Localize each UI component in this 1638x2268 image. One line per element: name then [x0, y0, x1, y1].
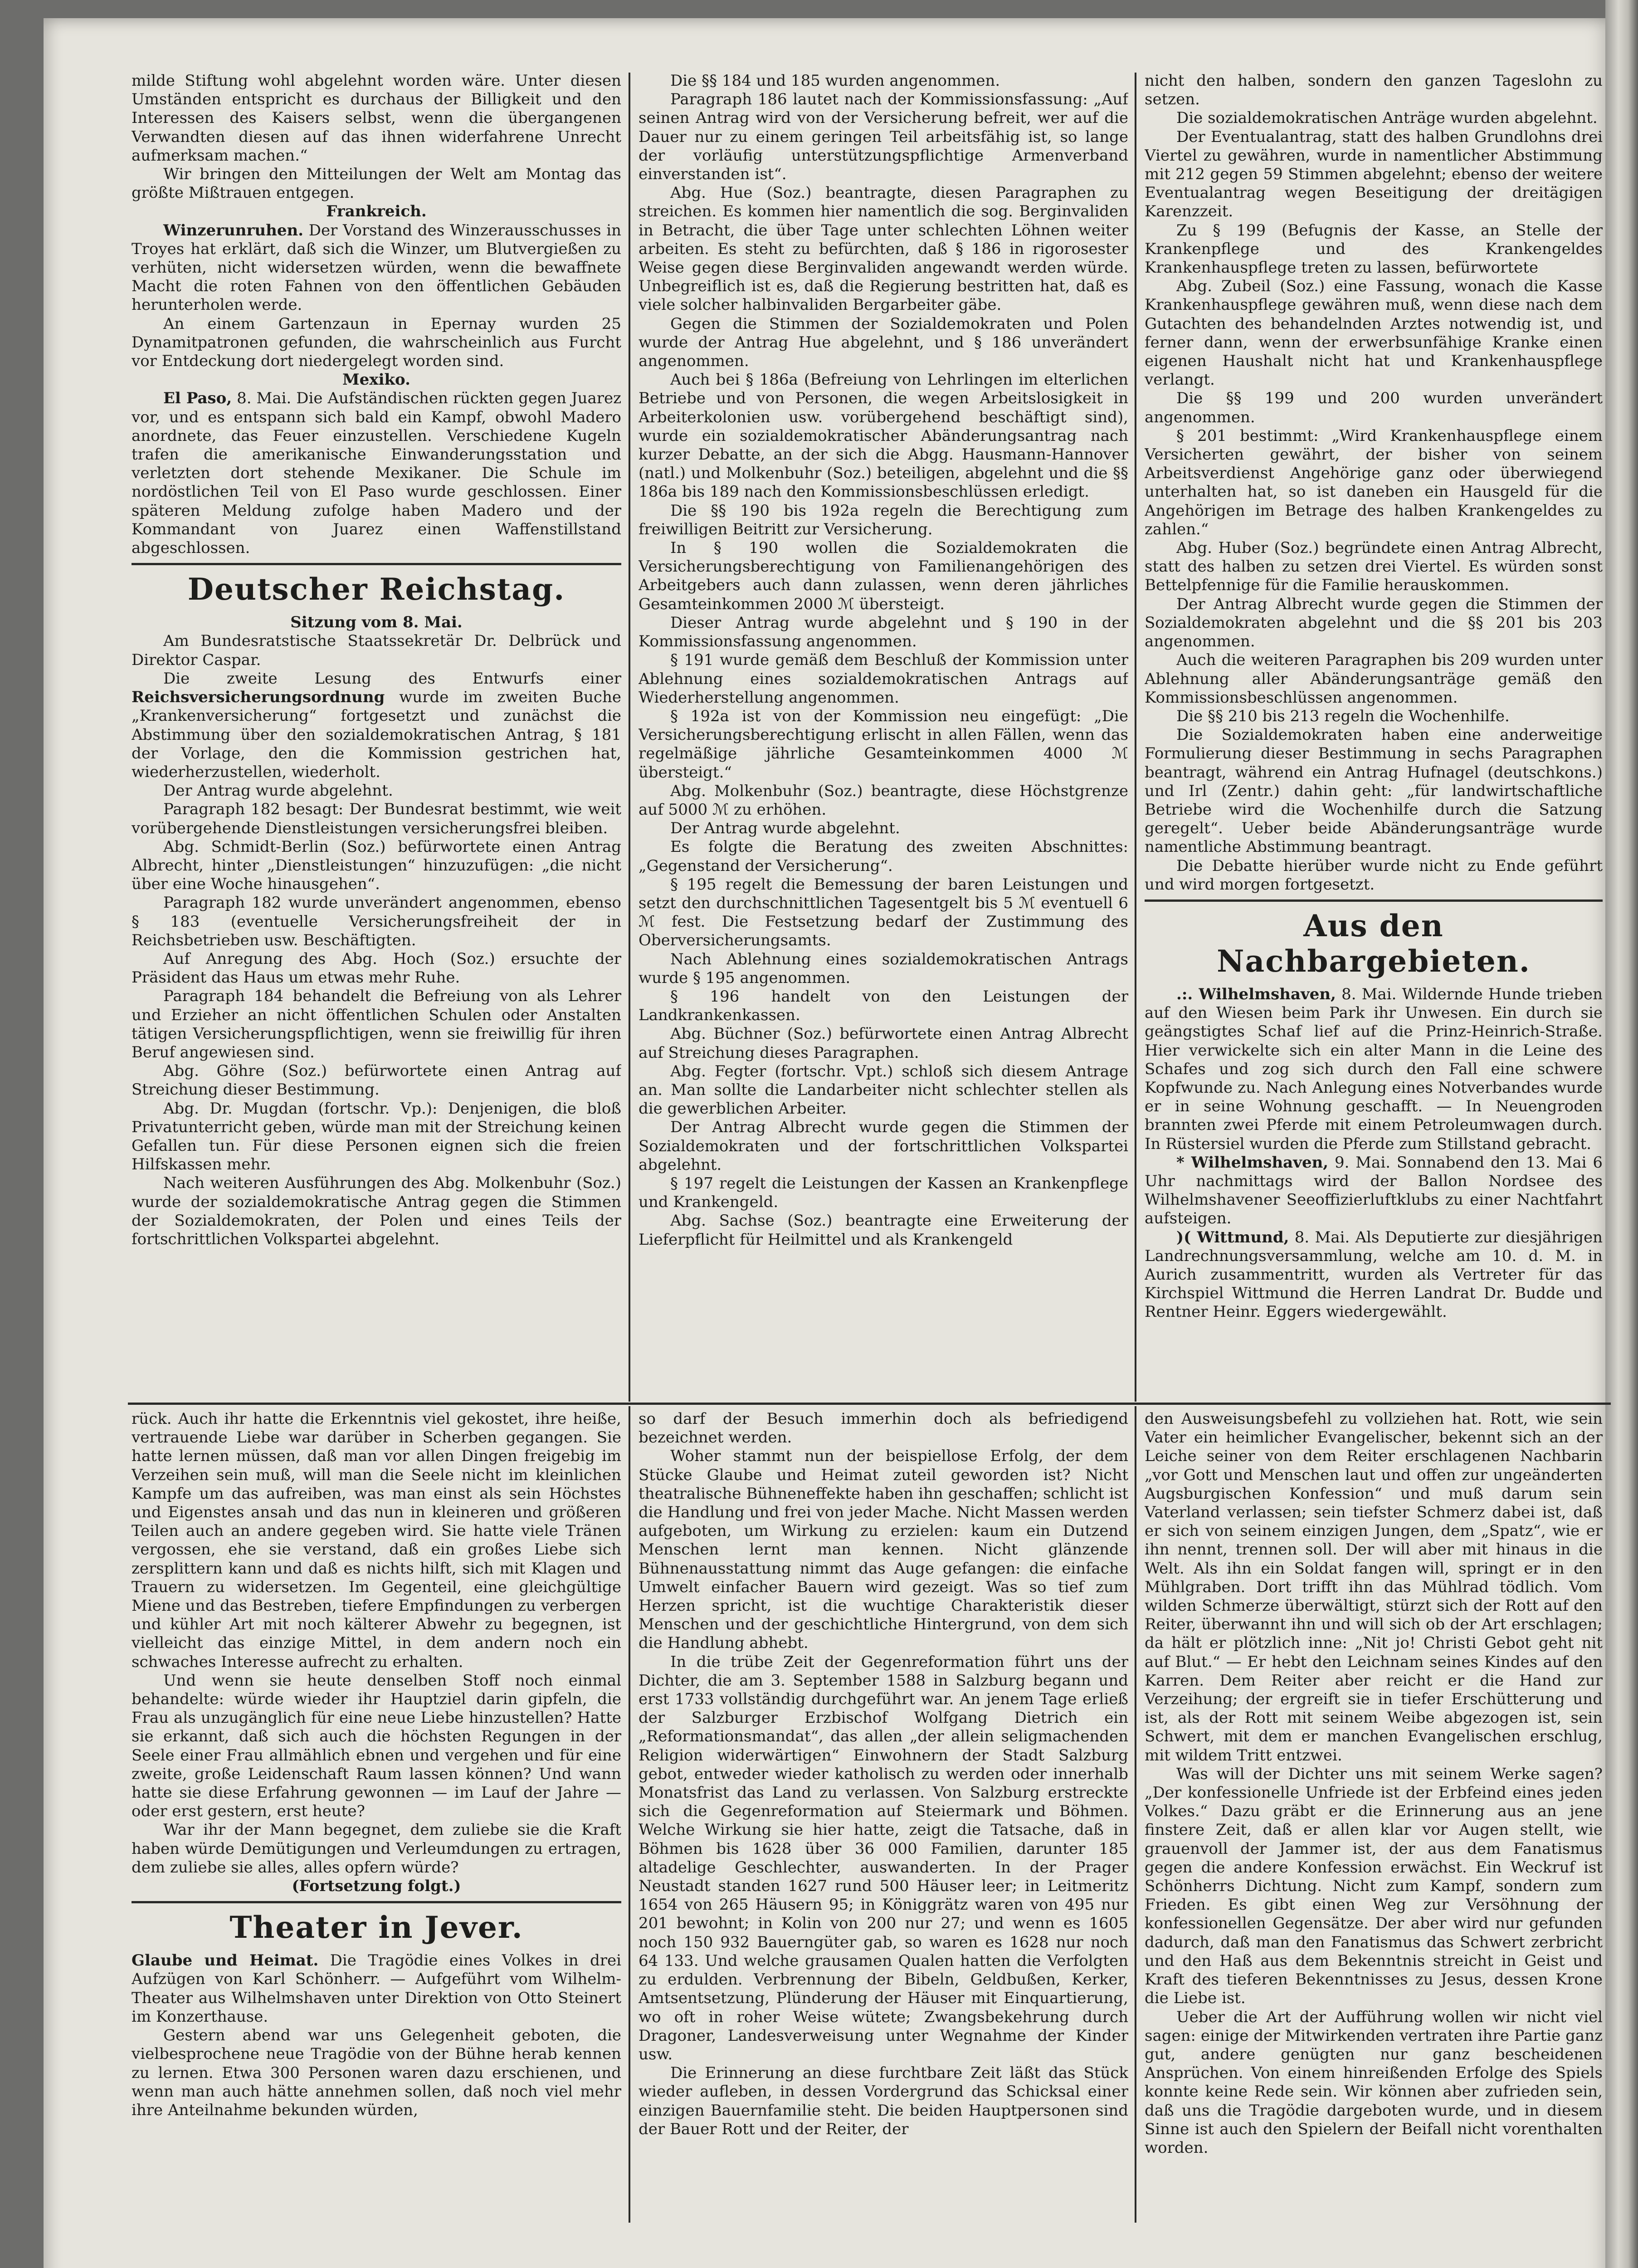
section-heading-mexiko: Mexiko. — [342, 371, 410, 389]
feuilleton-text: Und wenn sie heute denselben Stoff noch einmal behandelte: würde wieder ihr Hauptziel darin gipfeln, die Frau als unzugänglich für eine neue Liebe hinzustellen? Hatte sie erkannt, daß sich auch die höchsten Regungen in der Seele einer Frau allmählich ebnen und vergehen und für eine zweite, große Leidenschaft Raum lassen können? Und wann hatte sie diese Erfahrung gewonnen — im Lauf der Jahre — oder erst gestern, erst heute? — [132, 1671, 621, 1821]
article-text: Abg. Hue (Soz.) beantragte, diesen Paragraphen zu streichen. Es kommen hier namentlich die sog. Berginvaliden in Betracht, die über Tage unter schlechten Löhnen weiter arbeiten. Es steht zu befürchten, daß § 186 in rigorosester Weise gegen diese Berginvaliden angewandt werden würde. Unbegreiflich ist es, daß die Regierung bestritten hat, daß es viele solcher halbinvaliden Bergarbeiter gäbe. — [639, 184, 1128, 314]
review-text: Woher stammt nun der beispiellose Erfolg, der dem Stücke Glaube und Heimat zuteil geworden ist? Nicht theatralische Bühneneffekte haben ihn geschaffen; schlicht ist die Handlung und frei von jeder Mache. Nicht Massen werden aufgeboten, um Wirkung zu erzielen: kaum ein Dutzend Menschen lernt man kennen. Nicht glänzende Bühnenausstattung nimmt das Auge gefangen: die einfache Umwelt einfacher Bauern wird gezeigt. Was so tief zum Herzen spricht, ist die wuchtige Charakteristik dieser Menschen und der geschichtliche Hintergrund, von dem sich die Handlung abhebt. — [639, 1447, 1128, 1652]
article-text: Der Antrag wurde abgelehnt. — [163, 782, 393, 800]
article-text — [132, 670, 621, 782]
article-text: Auf Anregung des Abg. Hoch (Soz.) ersuchte der Präsident das Haus um etwas mehr Ruhe. — [132, 949, 621, 987]
article-text: Der Antrag wurde abgelehnt. — [670, 819, 900, 838]
review-text: den Ausweisungsbefehl zu vollziehen hat. Rott, wie sein Vater ein heimlicher Evangelischer, bekennt sich an der Leiche seiner von dem Reiter erschlagenen Nachbarin „vor Gott und Menschen laut und offen zur ungeänderten Augsburgischen Konfession“ und muß darum sein Vaterland verlassen; sein tiefster Schmerz dabei ist, daß er sich von seinem einzigen Jungen, dem „Spatz“, wie er ihn nennt, trennen soll. Der will aber mit hinaus in die Welt. Als ihn ein Soldat fangen will, springt er in den Mühlgraben. Dort trifft ihn das Mühlrad tödlich. Vom wilden Schmerze überwältigt, stürzt sich der Rott auf den Reiter, überwannt ihn und will sich ob der Art erschlagen; da hält er plötzlich inne: „Nit jo! Christi Gebot geht nit auf Blut.“ — Er hebt den Leichnam seines Kindes auf den Karren. Dem Reiter aber reicht er die Hand zur Verzeihung; der ergreift sie in tiefer Erschütterung und ist, als der Rott mit seinem Weibe abgezogen ist, sein Schwert, mit dem er manchen Evangelischen erschlug, mit wildem Tritt entzwei. — [1145, 1410, 1603, 1765]
text-span: Die zweite Lesung des Entwurfs einer — [163, 669, 621, 688]
bottom-column-1 — [132, 1410, 621, 2222]
column-rule-top-right — [1135, 73, 1136, 1402]
article-text: Die §§ 210 bis 213 regeln die Wochenhilfe. — [1176, 707, 1510, 725]
article-text: Paragraph 182 besagt: Der Bundesrat bestimmt, wie weit vorübergehende Dienstleistungen versicherungsfrei bleiben. — [132, 800, 621, 837]
article-text: Nach Ablehnung eines sozialdemokratischen Antrags wurde § 195 angenommen. — [639, 950, 1128, 987]
column-rule-top-left — [629, 73, 630, 1402]
review-text: Was will der Dichter uns mit seinem Werke sagen? „Der konfessionelle Unfriede ist der Erbfeind eines jeden Volkes.“ Dazu gräbt er die Erinnerung aus an jene finstere Zeit, daß er allen klar vor Augen stellt, wie grauenvoll der Jammer ist, der aus dem Fanatismus gegen die andere Konfession erwächst. Ein Weckruf ist Schönherrs Dichtung. Nicht zum Kampf, sondern zum Frieden. Es gibt einen Weg zur Versöhnung der konfessionellen Gegensätze. Der aber wird nur gefunden dadurch, daß man den Fanatismus das Schwert zerbricht und den Haß aus dem Bekenntnis streicht in Geist und Kraft des tieferen Bekenntnisses zu Jesus, dessen Krone die Liebe ist. — [1145, 1765, 1603, 2008]
article-text: In § 190 wollen die Sozialdemokraten die Versicherungsberechtigung von Familienangehörigen des Arbeitgebers auch dann zulassen, wenn deren jährliches Gesamteinkommen 2000 ℳ übersteigt. — [639, 539, 1128, 613]
feuilleton-text: rück. Auch ihr hatte die Erkenntnis viel gekostet, ihre heiße, vertrauende Liebe war darüber in Scherben gegangen. Sie hatte lernen müssen, daß man vor allen Dingen freigebig im Verzeihen sein muß, will man die Seele nicht im kleinlichen Kampfe um das aufreiben, was man einst als sein Höchstes und Eigenstes ansah und das nun in kleineren und größeren Teilen auch an andere gegeben wird. Sie hatte viele Tränen vergossen, ehe sie verstand, daß ein großes Liebe sich zersplittern kann und daß es nichts hilft, sich mit Klagen und Trauern zu widersetzen. Im Gegenteil, eine gleichgültige Miene und das Bestreben, tiefere Empfindungen zu verbergen und kühler Art mit noch kälterer Abwehr zu begegnen, ist vielleicht das einzige Mittel, in dem andern noch ein schwaches Interesse aufrecht zu erhalten. — [132, 1410, 621, 1671]
review-text: so darf der Besuch immerhin doch als befriedigend bezeichnet werden. — [639, 1410, 1128, 1447]
review-intro — [132, 1951, 621, 2026]
article-text: Paragraph 182 wurde unverändert angenommen, ebenso § 183 (eventuelle Versicherungsfreiheit der in Reichsbetrieben usw. Beschäftigten. — [132, 894, 621, 949]
article-text: Der Antrag Albrecht wurde gegen die Stimmen der Sozialdemokraten abgelehnt und die §§ 201 bis 203 angenommen. — [1145, 595, 1603, 651]
article-text: Paragraph 184 behandelt die Befreiung von als Lehrer und Erzieher an nicht öffentlichen Schulen oder Anstalten tätigen Versicherungspflichtigen, wenn sie freiwillig für ihren Beruf angewiesen sind. — [132, 987, 621, 1061]
article-text: Dieser Antrag wurde abgelehnt und § 190 in der Kommissionsfassung angenommen. — [639, 613, 1128, 651]
news-text: 8. Mai. Wildernde Hunde trieben auf den Wiesen beim Park ihr Unwesen. Ein durch sie geängstigtes Schaf lief auf die Prinz-Heinrich-Straße. Hier verwickelte sich ein alter Mann in die Leine des Schafes und zog sich durch den Fall eine schwere Kopfwunde zu. Nach Anlegung eines Notverbandes wurde er in seine Wohnung geschafft. — In Neuengroden brannten zwei Pferde mit einem Petroleumwagen durch. In Rüstersiel wurden die Pferde zum Stillstand gebracht. — [1145, 985, 1603, 1153]
feuilleton-text: War ihr der Mann begegnet, dem zuliebe sie die Kraft haben würde Demütigungen und Verleumdungen zu ertragen, dem zuliebe sie alles, alles opfern würde? — [132, 1821, 621, 1877]
news-text: 8. Mai. Die Aufständischen rückten gegen Juarez vor, und es entspann sich bald ein Kampf, obwohl Madero anordnete, das Feuer einzustellen. Verschiedene Kugeln trafen die amerikanische Einwanderungsstation und verletzten dort stehende Mexikaner. Die Schule im nordöstlichen Teil von El Paso wurde geschlossen. Einer späteren Meldung zufolge haben Madero und der Kommandant von Juarez einen Waffenstillstand abgeschlossen. — [132, 389, 621, 557]
dateline: .:. Wilhelmshaven, — [1176, 985, 1336, 1003]
news-item — [1145, 1228, 1603, 1322]
article-text: Abg. Schmidt-Berlin (Soz.) befürwortete einen Antrag Albrecht, hinter „Dienstleistungen“ hinzuzufügen: „die nicht über eine Woche hinausgehen“. — [132, 837, 621, 894]
article-text: Die Debatte hierüber wurde nicht zu Ende geführt und wird morgen fortgesetzt. — [1145, 856, 1603, 894]
review-text: Ueber die Art der Aufführung wollen wir nicht viel sagen: einige der Mitwirkenden vertraten ihre Partie ganz gut, andere genügten nur ganz bescheidenen Ansprüchen. Von einem hinreißenden Erfolge des Spiels konnte keine Rede sein. Wir können aber zufrieden sein, daß uns die Tragödie dargeboten wurde, und in diesem Sinne ist auch den Spielern der Beifall nicht vorenthalten worden. — [1145, 2008, 1603, 2157]
article-text: Die Sozialdemokraten haben eine anderweitige Formulierung dieser Bestimmung in sechs Paragraphen beantragt, während ein Antrag Hufnagel (deutschkons.) und Irl (Zentr.) dahin geht: „für landwirtschaftliche Betriebe wird die Wochenhilfe durch die Satzung geregelt“. Ueber beide Abänderungsanträge wurde namentliche Abstimmung beantragt. — [1145, 726, 1603, 856]
reichstag-title: Deutscher Reichstag. — [187, 572, 566, 607]
dateline: )( Wittmund, — [1176, 1228, 1289, 1246]
play-title: Glaube und Heimat. — [132, 1951, 319, 1970]
article-text: Abg. Huber (Soz.) begründete einen Antrag Albrecht, statt des halben zu setzen drei Viertel. Es würden sonst Bettelpfennige für die Familie herauskommen. — [1145, 539, 1603, 595]
column-rule-bottom-right — [1135, 1406, 1136, 2223]
article-text: § 191 wurde gemäß dem Beschluß der Kommission unter Ablehnung eines sozialdemokratischen Antrags auf Wiederherstellung angenommen. — [639, 651, 1128, 707]
rule — [1145, 899, 1603, 902]
continuation-note: (Fortsetzung folgt.) — [292, 1877, 461, 1896]
article-text: § 196 handelt von den Leistungen der Landkrankenkassen. — [639, 987, 1128, 1025]
news-item — [132, 221, 621, 315]
article-text: Gegen die Stimmen der Sozialdemokraten und Polen wurde der Antrag Hue abgelehnt, und § 186 unverändert angenommen. — [639, 314, 1128, 371]
rule — [132, 1901, 621, 1903]
news-text: Der Vorstand des Winzerausschusses in Troyes hat erklärt, daß sich die Winzer, um Blutvergießen zu verhüten, nicht widersetzen würden, wenn die bewaffnete Macht die roten Fahnen von den öffentlichen Gebäuden herunterholen werde. — [132, 221, 621, 314]
bottom-column-3 — [1145, 1410, 1603, 2222]
article-text: nicht den halben, sondern den ganzen Tageslohn zu setzen. — [1145, 72, 1603, 109]
article-text: Die §§ 199 und 200 wurden unverändert angenommen. — [1145, 389, 1603, 426]
bottom-column-2 — [639, 1410, 1128, 2222]
column-rule-bottom-left — [629, 1406, 630, 2223]
book-spine-edge — [1605, 0, 1638, 2268]
theater-title: Theater in Jever. — [229, 1910, 523, 1945]
article-text: Abg. Dr. Mugdan (fortschr. Vp.): Denjenigen, die bloß Privatunterricht geben, würde man mit der Streichung keinen Gefallen tun. Für diese Personen eignen sich die freien Hilfskassen mehr. — [132, 1099, 621, 1174]
news-item — [132, 389, 621, 557]
dateline: El Paso, — [163, 389, 232, 408]
bold-term: Reichsversicherungsordnung — [132, 688, 385, 707]
news-text: 9. Mai. Sonnabend den 13. Mai 6 Uhr nachmittags wird der Ballon Nordsee des Wilhelmshavener Seeoffizierluftklubs zu einer Nachtfahrt aufsteigen. — [1145, 1153, 1603, 1228]
top-column-3 — [1145, 72, 1603, 1403]
article-text: § 201 bestimmt: „Wird Krankenhauspflege einem Versicherten gewährt, der bisher von seinem Arbeitsverdienst Angehörige ganz oder überwiegend unterhalten hat, so ist daneben ein Hausgeld für die Angehörigen im Betrage des halben Krankengeldes zu zahlen.“ — [1145, 426, 1603, 538]
news-text: 8. Mai. Als Deputierte zur diesjährigen Landrechnungsversammlung, welche am 10. d. M. in Aurich zusammentritt, wurden als Vertreter für das Kirchspiel Wittmund die Herren Landrat Dr. Budde und Rentner Heinr. Eggers wiedergewählt. — [1145, 1228, 1603, 1321]
article-text: Der Eventualantrag, statt des halben Grundlohns drei Viertel zu gewähren, wurde in namentlicher Abstimmung mit 212 gegen 59 Stimmen abgelehnt; ebenso der weitere Eventualantrag wegen Beseitigung der dreitägigen Karenzzeit. — [1145, 127, 1603, 221]
rule — [132, 563, 621, 565]
article-text: Die §§ 184 und 185 wurden angenommen. — [670, 72, 1000, 90]
article-text: Wir bringen den Mitteilungen der Welt am Montag das größte Mißtrauen entgegen. — [132, 165, 621, 202]
article-text: § 197 regelt die Leistungen der Kassen an Krankenpflege und Krankengeld. — [639, 1174, 1128, 1212]
article-text: § 192a ist von der Kommission neu eingefügt: „Die Versicherungsberechtigung erlischt in allen Fällen, wenn das regelmäßige jährliche Gesamteinkommen 4000 ℳ übersteigt.“ — [639, 707, 1128, 782]
article-text: Am Bundesratstische Staatssekretär Dr. Delbrück und Direktor Caspar. — [132, 632, 621, 669]
article-text: Auch die weiteren Paragraphen bis 209 wurden unter Ablehnung aller Abänderungsanträge gemäß den Kommissionsbeschlüssen angenommen. — [1145, 651, 1603, 707]
article-text: Der Antrag Albrecht wurde gegen die Stimmen der Sozialdemokraten und der fortschrittlichen Volkspartei abgelehnt. — [639, 1118, 1128, 1174]
review-text: In die trübe Zeit der Gegenreformation führt uns der Dichter, die am 3. September 1588 in Salzburg begann und erst 1733 vollständig durchgeführt war. An jenem Tage erließ der Salzburger Erzbischof Wolfgang Dietrich ein „Reformationsmandat“, das allen „der allein seligmachenden Religion widerwärtigen“ Einwohnern der Stadt Salzburg gebot, entweder wieder katholisch zu werden oder innerhalb Monatsfrist das Land zu verlassen. Von Salzburg erstreckte sich die Gegenreformation auf Steiermark und Böhmen. Welche Wirkung sie hier hatte, zeigt die Tatsache, daß in Böhmen bis 1628 über 36 000 Familien, darunter 185 altadelige Geschlechter, auswanderten. In der Prager Neustadt standen 1627 rund 500 Häuser leer; in Leitmeritz 1654 von 265 Häusern 95; in Königgrätz waren von 495 nur 201 bewohnt; in Kolin von 200 nur 27; und wenn es 1605 noch 150 932 Bauerngüter gab, so waren es 1628 nur noch 64 133. Und welche grausamen Qualen hatten die Verfolgten zu erdulden. Verbrennung der Bibeln, Geldbußen, Kerker, Amtsentsetzung, Plünderung der Häuser mit Einquartierung, wo oft in roher Weise wütete; Zwangsbekehrung durch Dragoner, Landesverweisung unter Wegnahme der Kinder usw. — [639, 1652, 1128, 2063]
session-date: Sitzung vom 8. Mai. — [290, 613, 463, 632]
article-text: Die sozialdemokratischen Anträge wurden abgelehnt. — [1176, 109, 1598, 127]
news-item — [1145, 1154, 1603, 1228]
article-text: Zu § 199 (Befugnis der Kasse, an Stelle der Krankenpflege und des Krankengeldes Krankenhauspflege treten zu lassen, befürwortete — [1145, 221, 1603, 277]
text-span: wurde im zweiten Buche „Krankenversicherung“ fortgesetzt und zunächst die Abstimmung über den sozialdemokratischen Antrag, § 181 der Vorlage, den die Kommission gestrichen hat, wiederherzustellen, wiederholt. — [132, 688, 621, 781]
top-column-1 — [132, 72, 621, 1403]
section-divider — [128, 1403, 1611, 1405]
dateline: * Wilhelmshaven, — [1176, 1153, 1329, 1172]
news-item — [1145, 985, 1603, 1154]
nachbargebiete-title: Aus den Nachbargebieten. — [1217, 908, 1531, 979]
dateline: Winzerunruhen. — [163, 221, 304, 240]
article-text: An einem Gartenzaun in Epernay wurden 25 Dynamitpatronen gefunden, die wahrscheinlich aus Furcht vor Entdeckung dort niedergelegt worden sind. — [132, 314, 621, 371]
article-text: § 195 regelt die Bemessung der baren Leistungen und setzt den durchschnittlichen Tagesentgelt bis 5 ℳ eventuell 6 ℳ fest. Die Festsetzung bedarf der Zustimmung des Oberversicherungsamts. — [639, 875, 1128, 950]
article-text: Es folgte die Beratung des zweiten Abschnittes: „Gegenstand der Versicherung“. — [639, 838, 1128, 875]
top-column-2 — [639, 72, 1128, 1403]
article-text: Die §§ 190 bis 192a regeln die Berechtigung zum freiwilligen Beitritt zur Versicherung. — [639, 501, 1128, 538]
section-heading-frankreich: Frankreich. — [326, 202, 427, 221]
review-text: Gestern abend war uns Gelegenheit geboten, die vielbesprochene neue Tragödie von der Bühne herab kennen zu lernen. Etwa 300 Personen waren dazu erschienen, und wenn man auch hätte annehmen sollen, daß noch viel mehr ihre Anteilnahme bekunden würden, — [132, 2026, 621, 2119]
article-text: Abg. Zubeil (Soz.) eine Fassung, wonach die Kasse Krankenhauspflege gewähren muß, wenn diese nach dem Gutachten des behandelnden Arztes notwendig ist, und ferner dann, wenn der erwerbsunfähige Kranke einen eigenen Haushalt nicht hat und Krankenhauspflege verlangt. — [1145, 277, 1603, 389]
review-text: Die Erinnerung an diese furchtbare Zeit läßt das Stück wieder aufleben, in dessen Vordergrund das Schicksal einer einzigen Bauernfamilie steht. Die beiden Hauptpersonen sind der Bauer Rott und der Reiter, der — [639, 2064, 1128, 2138]
article-text: milde Stiftung wohl abgelehnt worden wäre. Unter diesen Umständen entspricht es durchaus der Billigkeit und den Interessen des Kaisers selbst, wenn die übergangenen Verwandten diesen auf das ihnen widerfahrene Unrecht aufmerksam machen.“ — [132, 72, 621, 165]
article-text: Nach weiteren Ausführungen des Abg. Molkenbuhr (Soz.) wurde der sozialdemokratische Antrag gegen die Stimmen der Sozialdemokraten, der Polen und eines Teils der fortschrittlichen Volkspartei abgelehnt. — [132, 1174, 621, 1248]
article-text: Abg. Sachse (Soz.) beantragte eine Erweiterung der Lieferpflicht für Heilmittel und als Krankengeld — [639, 1212, 1128, 1249]
article-text: Abg. Büchner (Soz.) befürwortete einen Antrag Albrecht auf Streichung dieses Paragraphen. — [639, 1025, 1128, 1062]
article-text: Abg. Molkenbuhr (Soz.) beantragte, diese Höchstgrenze auf 5000 ℳ zu erhöhen. — [639, 782, 1128, 819]
article-text: Auch bei § 186a (Befreiung von Lehrlingen im elterlichen Betriebe und von Personen, die wegen Arbeitslosigkeit in Arbeiterkolonien usw. vorübergehend beschäftigt sind), wurde ein sozialdemokratischer Abänderungsantrag nach kurzer Debatte, an der sich die Abgg. Hausmann-Hannover (natl.) und Molkenbuhr (Soz.) beteiligen, abgelehnt und die §§ 186a bis 189 nach den Kommissionsbeschlüssen erledigt. — [639, 371, 1128, 501]
article-text: Abg. Fegter (fortschr. Vpt.) schloß sich diesem Antrage an. Man sollte die Landarbeiter nicht schlechter stellen als die gewerblichen Arbeiter. — [639, 1062, 1128, 1118]
review-text: Die Tragödie eines Volkes in drei Aufzügen von Karl Schönherr. — Aufgeführt vom Wilhelm-Theater aus Wilhelmshaven unter Direktion von Otto Steinert im Konzerthause. — [132, 1951, 621, 2026]
article-text: Paragraph 186 lautet nach der Kommissionsfassung: „Auf seinen Antrag wird von der Versicherung befreit, wer auf die Dauer nur zu einem geringen Teil arbeitsfähig ist, so lange der vorläufig unterstützungspflichtige Armenverband einverstanden ist“. — [639, 90, 1128, 184]
article-text: Abg. Göhre (Soz.) befürwortete einen Antrag auf Streichung dieser Bestimmung. — [132, 1062, 621, 1099]
